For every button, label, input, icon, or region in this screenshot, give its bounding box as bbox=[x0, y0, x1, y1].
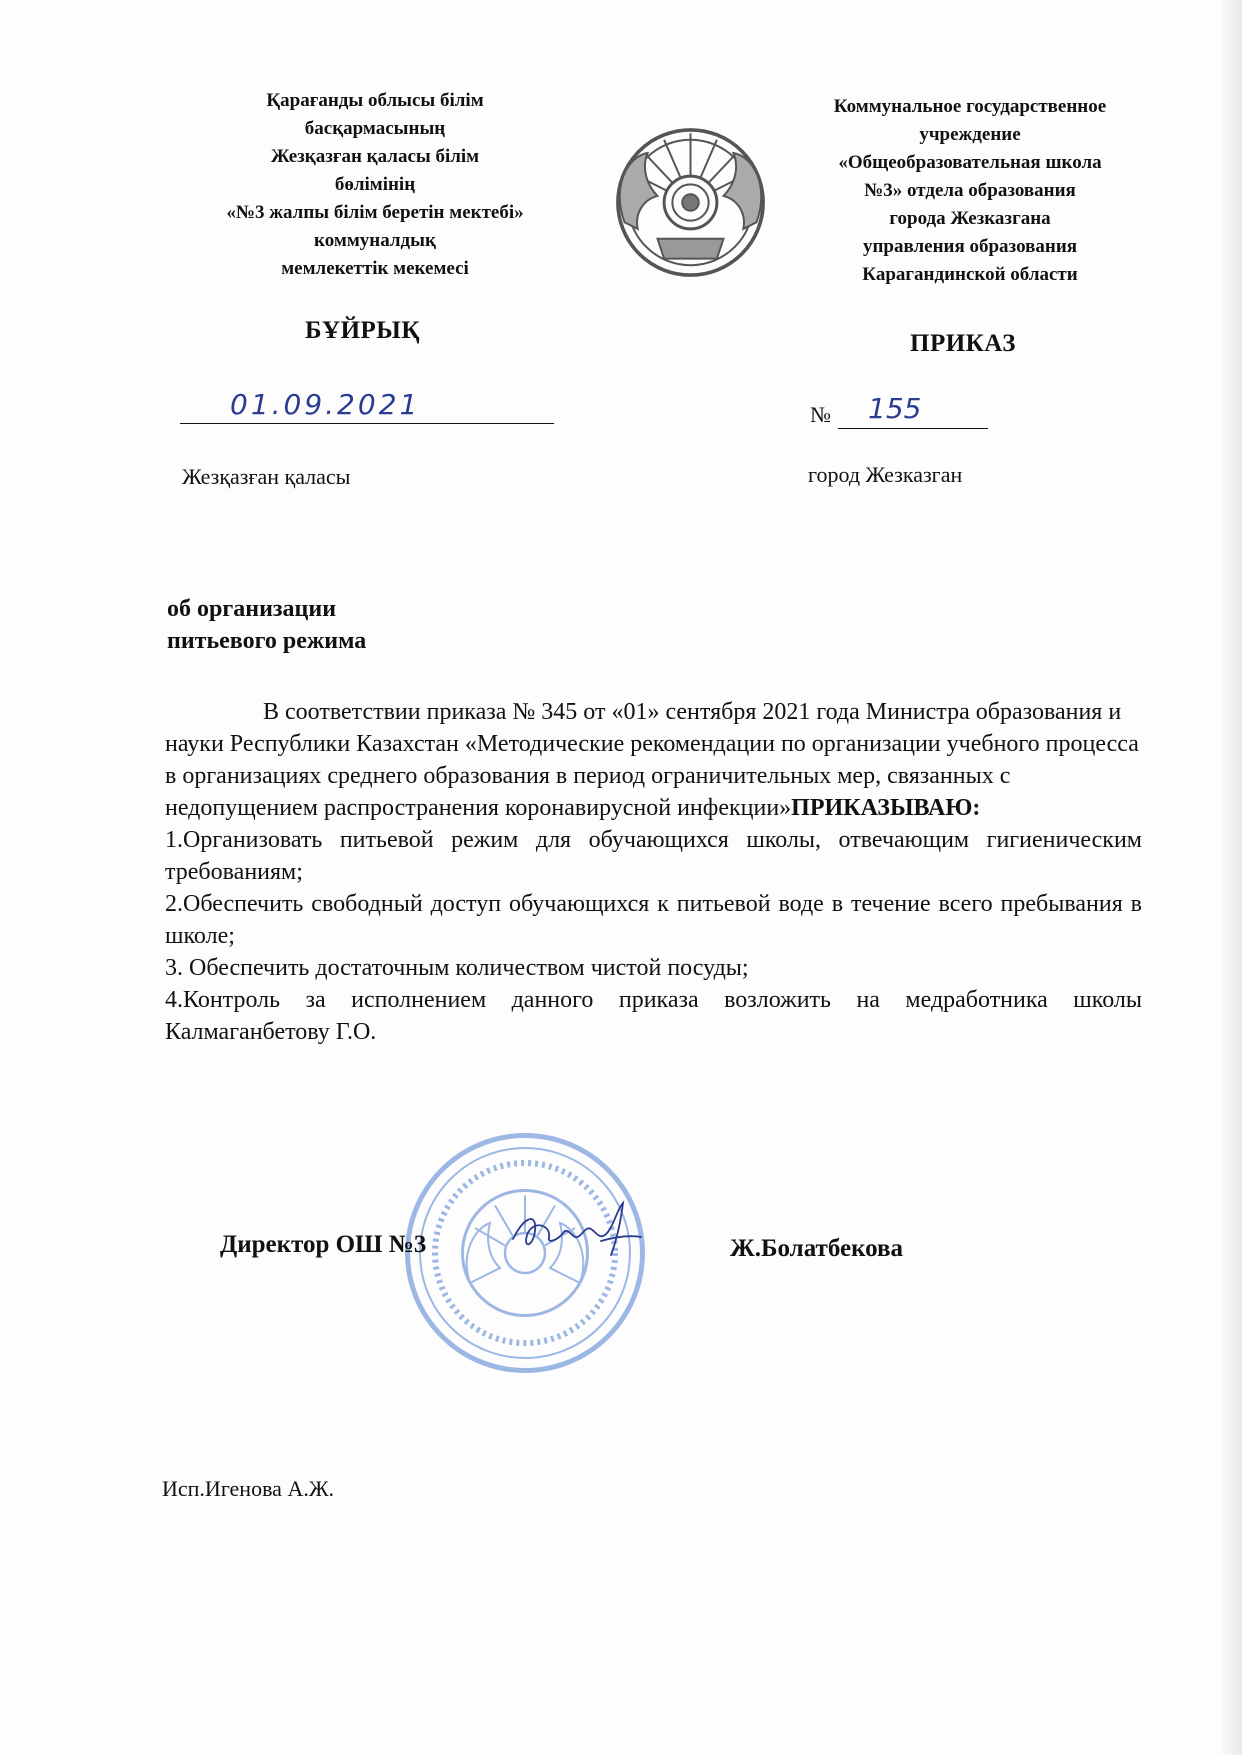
header-kz-line: Жезқазған қаласы білім bbox=[270, 146, 480, 167]
header-ru-line: Карагандинской области bbox=[862, 264, 1078, 285]
header-ru-line: №3» отдела образования bbox=[864, 180, 1076, 201]
header-kz-line: Қарағанды облысы білім bbox=[266, 90, 484, 111]
header-ru-line: города Жезказгана bbox=[889, 208, 1051, 229]
state-emblem-icon bbox=[608, 120, 773, 285]
order-subject bbox=[167, 593, 366, 657]
handwritten-signature-icon bbox=[505, 1195, 645, 1265]
intro-paragraph bbox=[165, 696, 1142, 824]
subject-line: питьевого режима bbox=[167, 628, 367, 654]
order-title-kz: БҰЙРЫҚ bbox=[305, 317, 420, 344]
number-underline bbox=[838, 428, 988, 429]
header-ru-line: «Общеобразовательная школа bbox=[838, 152, 1102, 173]
order-item: 4.Контроль за исполнением данного приказа возложить на медработника школы Калмаганбетову Г.О. bbox=[165, 987, 1142, 1045]
header-ru-line: управления образования bbox=[862, 236, 1078, 257]
header-kazakh bbox=[185, 87, 565, 283]
signatory-position: Директор ОШ №3 bbox=[220, 1231, 427, 1258]
header-kz-line: мемлекеттік мекемесі bbox=[281, 258, 469, 279]
header-kz-line: «№3 жалпы білім беретін мектебі» bbox=[226, 202, 524, 223]
city-ru: город Жезказган bbox=[808, 462, 963, 487]
order-title-ru: ПРИКАЗ bbox=[910, 330, 1016, 357]
order-item: 1.Организовать питьевой режим для обучающихся школы, отвечающим гигиеническим требованиям; bbox=[165, 827, 1142, 885]
executor: Исп.Игенова А.Ж. bbox=[162, 1476, 335, 1501]
header-kz-line: басқармасының bbox=[304, 118, 446, 139]
order-number: 155 bbox=[868, 392, 922, 425]
header-ru-line: Коммунальное государственное bbox=[833, 96, 1107, 117]
order-word: ПРИКАЗЫВАЮ: bbox=[791, 795, 981, 821]
order-number-label: № bbox=[810, 402, 831, 427]
header-kz-line: бөлімінің bbox=[334, 174, 416, 195]
order-body bbox=[165, 696, 1142, 1048]
signatory-name: Ж.Болатбекова bbox=[730, 1235, 904, 1262]
city-kz: Жезқазған қаласы bbox=[182, 464, 351, 489]
header-ru-line: учреждение bbox=[919, 124, 1021, 145]
date-underline bbox=[180, 423, 554, 424]
order-date: 01.09.2021 bbox=[230, 388, 421, 421]
header-russian bbox=[805, 93, 1135, 289]
order-item: 2.Обеспечить свободный доступ обучающихся к питьевой воде в течение всего пребывания в школе; bbox=[165, 891, 1142, 949]
subject-line: об организации bbox=[167, 596, 337, 622]
header-kz-line: коммуналдық bbox=[314, 230, 436, 251]
scan-edge bbox=[1222, 0, 1242, 1755]
intro-text: В соответствии приказа № 345 от «01» сентября 2021 года Министра образования и науки Республики Казахстан «Методические рекомендации по организации учебного процесса в организациях среднего образования в период ограничительных мер, связанных с недопущением распространения коронавирусной инфекции» bbox=[165, 699, 1139, 821]
order-item: 3. Обеспечить достаточным количеством чистой посуды; bbox=[165, 955, 749, 981]
